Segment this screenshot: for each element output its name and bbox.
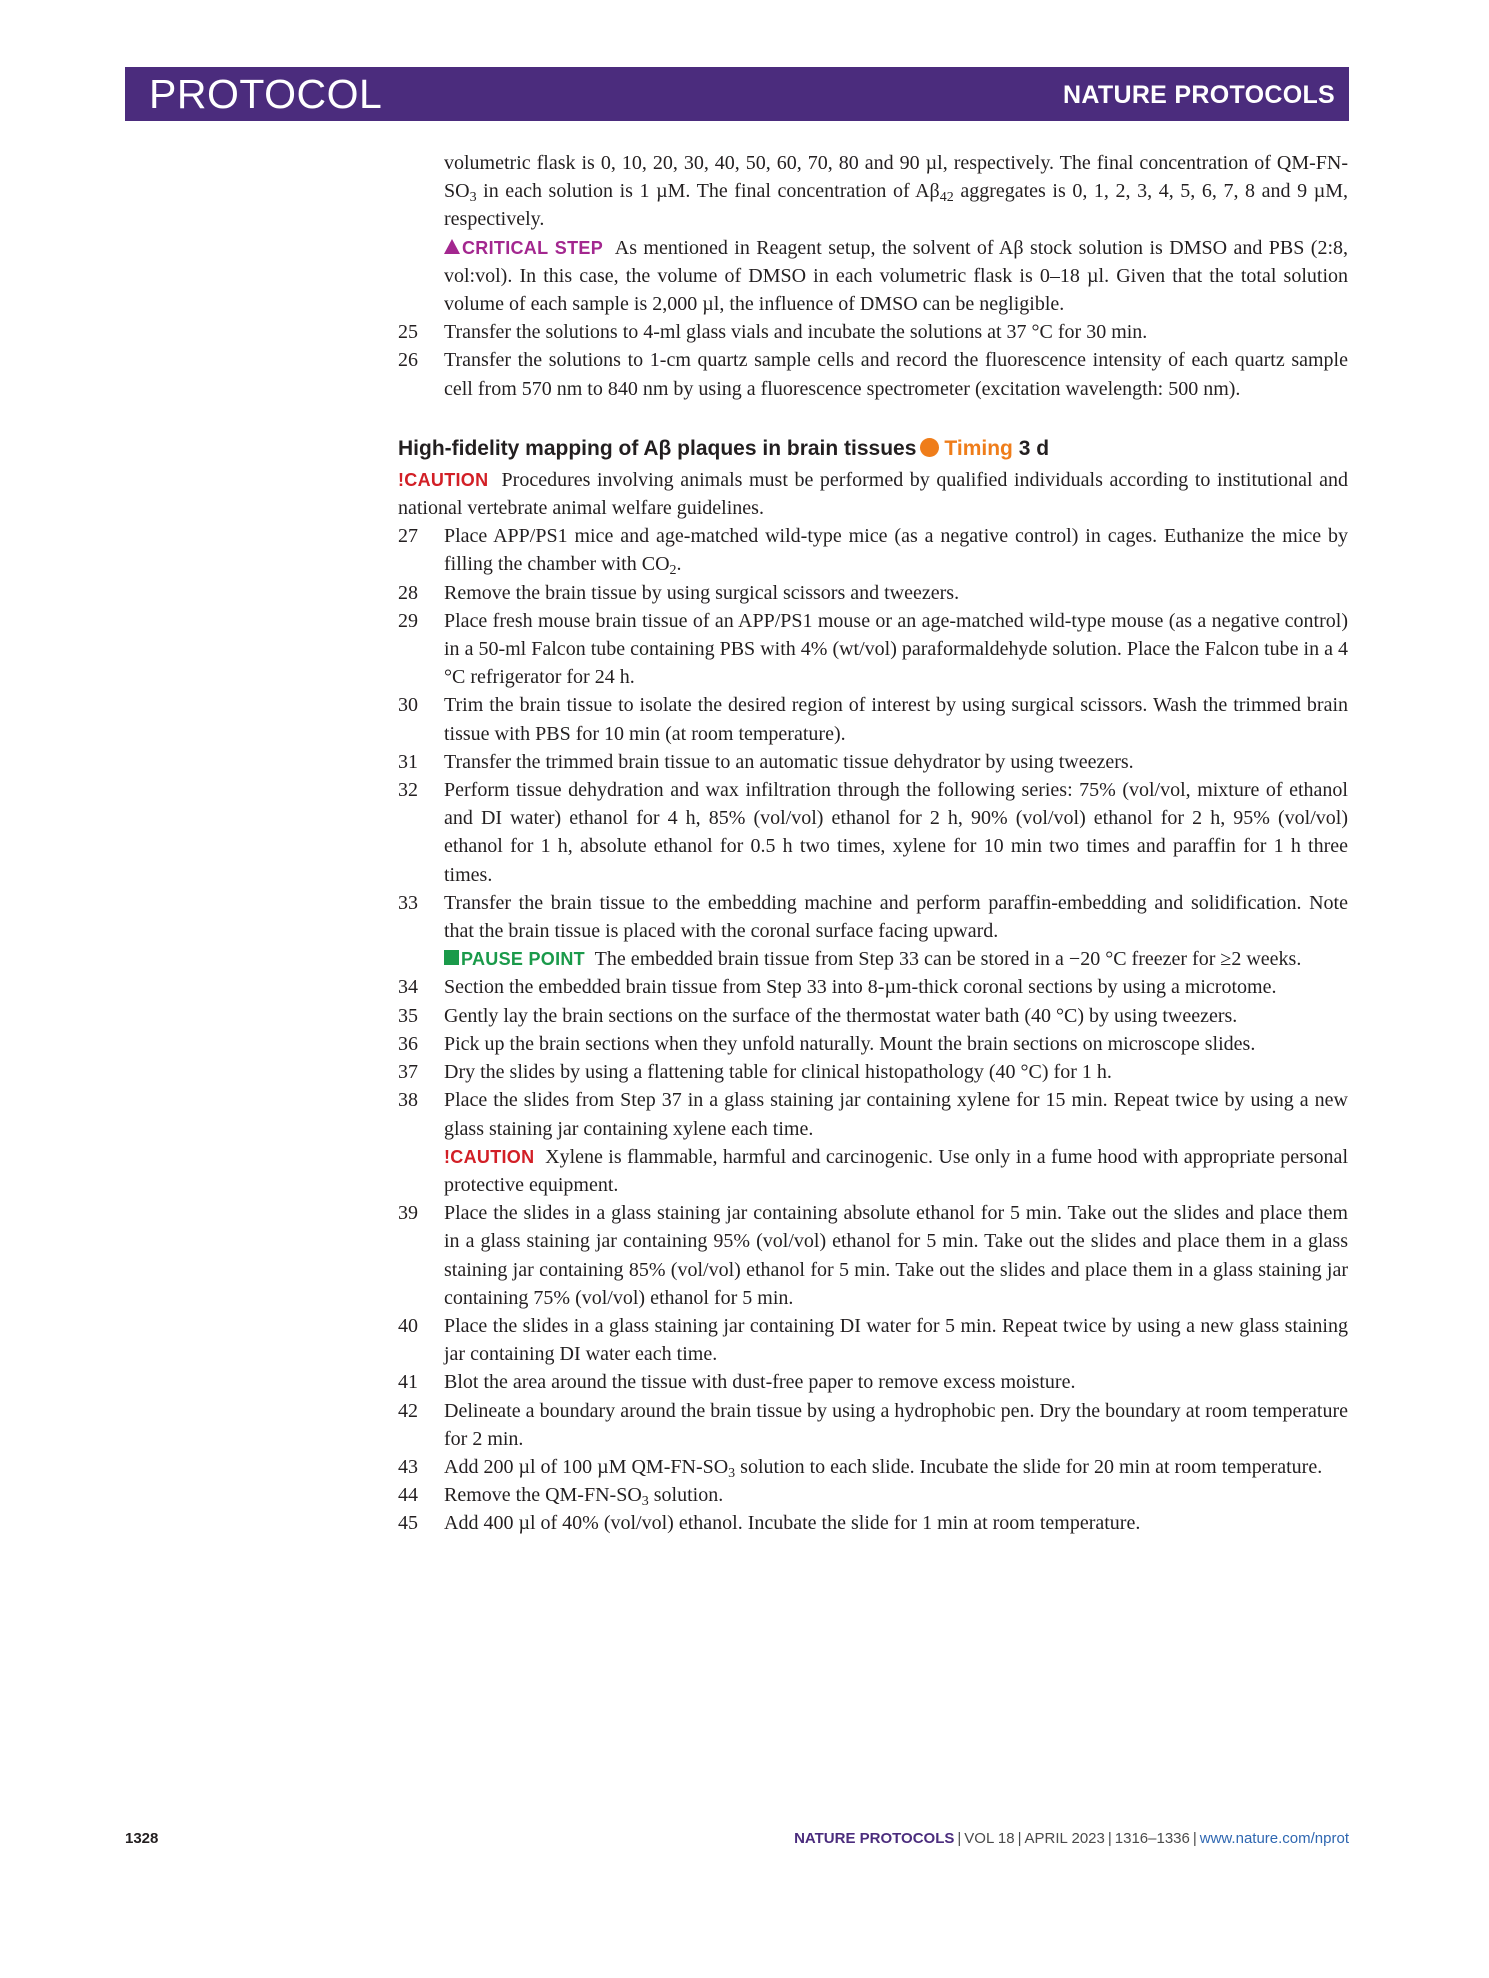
step-45 [398, 1509, 1348, 1537]
critical-step-text: As mentioned in Reagent setup, the solvent of Aβ stock solution is DMSO and PBS (2:8, vol:vol). In this case, the volume of DMSO in each volumetric flask is 0–18 µl. Given that the total solution volume of each sample is 2,000 µl, the influence of DMSO can be negligible. [444, 236, 1349, 316]
step-text: Place fresh mouse brain tissue of an APP/PS1 mouse or an age-matched wild-type mouse (as a negative control) in a 50-ml Falcon tube containing PBS with 4% (wt/vol) paraformaldehyde solution. Place the Falcon tube in a 4 °C refrigerator for 24 h. [444, 609, 1348, 689]
critical-step-note [444, 234, 1348, 319]
step-number: 39 [398, 1202, 418, 1225]
step-42 [398, 1397, 1348, 1453]
step-number: 40 [398, 1314, 418, 1337]
green-square-icon [444, 950, 459, 965]
pause-point-note [444, 945, 1348, 973]
step-number: 28 [398, 581, 418, 604]
pause-point-text: The embedded brain tissue from Step 33 can be stored in a −20 °C freezer for ≥2 weeks. [594, 948, 1302, 971]
step-text: Gently lay the brain sections on the surface of the thermostat water bath (40 °C) by using tweezers. [444, 1004, 1238, 1027]
step-30 [398, 691, 1348, 747]
intro-paragraph: volumetric flask is 0, 10, 20, 30, 40, 50, 60, 70, 80 and 90 µl, respectively. The final concentration of $QM-FN-SO_3$ in each solution is 1 µM. The final concentration of $A\beta_{42}$ aggregates is 0, 1, 2, 3, 4, 5, 6, 7, 8 and 9 µM, respectively. [444, 152, 1348, 231]
footer-citation: NATURE PROTOCOLS | VOL 18 | APRIL 2023 | 1316–1336 | www.nature.com/nprot [794, 1830, 1349, 1847]
step-text: Place the slides in a glass staining jar containing absolute ethanol for 5 min. Take out the slides and place them in a glass staining jar containing 95% (vol/vol) ethanol for 5 min. Take out the slides and place them in a glass staining jar containing 85% (vol/vol) ethanol for 5 min. Take out the slides and place them in a glass staining jar containing 75% (vol/vol) ethanol for 5 min. [444, 1202, 1348, 1309]
step-text: Pick up the brain sections when they unfold naturally. Mount the brain sections on microscope slides. [444, 1032, 1256, 1055]
step-number: 44 [398, 1484, 418, 1507]
step-number: 26 [398, 349, 418, 372]
caution-text: Xylene is flammable, harmful and carcinogenic. Use only in a fume hood with appropriate personal protective equipment. [444, 1145, 1348, 1196]
step-41 [398, 1368, 1348, 1396]
step-37 [398, 1058, 1348, 1086]
step-number: 42 [398, 1399, 418, 1422]
caution-note-xylene [444, 1143, 1348, 1199]
footer-journal: NATURE PROTOCOLS [794, 1830, 955, 1847]
caution-label: !CAUTION [444, 1146, 535, 1167]
step-number: 32 [398, 779, 418, 802]
step-number: 34 [398, 976, 418, 999]
section-label: PROTOCOL [149, 71, 383, 117]
step-number: 29 [398, 609, 418, 632]
step-text: Delineate a boundary around the brain tissue by using a hydrophobic pen. Dry the boundary at room temperature for 2 min. [444, 1399, 1348, 1450]
section-heading [398, 435, 1348, 463]
caution-note [398, 466, 1348, 522]
step-40 [398, 1312, 1348, 1368]
footer-pages: 1316–1336 [1114, 1830, 1190, 1847]
critical-step-label: CRITICAL STEP [462, 237, 604, 258]
step-28 [398, 579, 1348, 607]
header-banner [125, 67, 1349, 121]
step-number: 36 [398, 1032, 418, 1055]
step-number: 43 [398, 1455, 418, 1478]
step-39 [398, 1199, 1348, 1312]
timing-label: Timing [944, 436, 1013, 460]
step-text: Section the embedded brain tissue from Step 33 into 8-µm-thick coronal sections by using a microtome. [444, 976, 1277, 999]
page-footer [125, 1830, 1349, 1854]
step-26 [398, 346, 1348, 402]
step-text: Transfer the solutions to 4-ml glass vials and incubate the solutions at 37 °C for 30 min. [444, 321, 1148, 344]
caution-text: Procedures involving animals must be performed by qualified individuals according to institutional and national vertebrate animal welfare guidelines. [398, 468, 1349, 520]
step-number: 35 [398, 1004, 418, 1027]
step-number: 30 [398, 694, 418, 717]
step-43: 43 Add 200 µl of 100 µM $QM-FN-SO_3$ solution to each slide. Incubate the slide for 20 min at room temperature. [444, 1453, 1348, 1481]
step-number: 45 [398, 1512, 418, 1535]
step-31 [398, 748, 1348, 776]
step-44: 44 Remove the $QM-FN-SO_3$ solution. [444, 1481, 1348, 1509]
caution-label: !CAUTION [398, 469, 489, 490]
main-content [398, 149, 1348, 1538]
step-text: Dry the slides by using a flattening table for clinical histopathology (40 °C) for 1 h. [444, 1061, 1112, 1084]
footer-date: APRIL 2023 [1024, 1830, 1105, 1847]
pause-point-label: PAUSE POINT [461, 949, 585, 970]
step-text: Trim the brain tissue to isolate the desired region of interest by using surgical scissors. Wash the trimmed brain tissue with PBS for 10 min (at room temperature). [444, 694, 1348, 745]
page-number: 1328 [125, 1830, 159, 1847]
step-text: Place the slides from Step 37 in a glass staining jar containing xylene for 15 min. Repeat twice by using a new glass staining jar containing xylene each time. [444, 1089, 1348, 1140]
step-number: 33 [398, 891, 418, 914]
orange-dot-icon [920, 438, 939, 457]
step-number: 41 [398, 1371, 418, 1394]
step-number: 31 [398, 750, 418, 773]
footer-volume: VOL 18 [964, 1830, 1015, 1847]
step-29 [398, 607, 1348, 692]
step-27: 27 Place APP/PS1 mice and age-matched wild-type mice (as a negative control) in cages. Euthanize the mice by filling the chamber with $CO_2$. [444, 522, 1348, 578]
footer-url-link[interactable]: www.nature.com/nprot [1199, 1830, 1349, 1847]
step-text: Place the slides in a glass staining jar containing DI water for 5 min. Repeat twice by using a new glass staining jar containing DI water each time. [444, 1314, 1348, 1366]
step-36 [398, 1030, 1348, 1058]
step-34 [398, 973, 1348, 1001]
step-32 [398, 776, 1348, 889]
section-title: High-fidelity mapping of Aβ plaques in brain tissues [398, 436, 917, 460]
timing-value: 3 d [1018, 436, 1050, 460]
triangle-icon [444, 239, 460, 254]
step-text: Blot the area around the tissue with dust-free paper to remove excess moisture. [444, 1371, 1076, 1394]
step-text: Add 400 µl of 40% (vol/vol) ethanol. Incubate the slide for 1 min at room temperature. [444, 1512, 1141, 1535]
step-25 [398, 318, 1348, 346]
step-33 [398, 889, 1348, 945]
step-number: 25 [398, 321, 418, 344]
step-number: 37 [398, 1061, 418, 1084]
step-number: 27 [398, 525, 418, 548]
step-text: Transfer the trimmed brain tissue to an automatic tissue dehydrator by using tweezers. [444, 750, 1134, 773]
journal-name: NATURE PROTOCOLS [1063, 81, 1335, 109]
step-text: Transfer the brain tissue to the embedding machine and perform paraffin-embedding and solidification. Note that the brain tissue is placed with the coronal surface facing upward. [444, 891, 1348, 943]
step-number: 38 [398, 1089, 418, 1112]
step-38 [398, 1086, 1348, 1142]
step-text: Remove the brain tissue by using surgical scissors and tweezers. [444, 581, 960, 604]
step-text: Transfer the solutions to 1-cm quartz sample cells and record the fluorescence intensity of each quartz sample cell from 570 nm to 840 nm by using a fluorescence spectrometer (excitation wavelength: 500 nm). [444, 349, 1348, 400]
step-35 [398, 1002, 1348, 1030]
step-text: Perform tissue dehydration and wax infiltration through the following series: 75% (vol/vol, mixture of ethanol and DI water) ethanol for 4 h, 85% (vol/vol) ethanol for 2 h, 90% (vol/vol) ethanol for 2 h, 95% (vol/vol) ethanol for 1 h, absolute ethanol for 0.5 h two times, xylene for 10 min two times and paraffin for 1 h three times. [444, 779, 1348, 886]
